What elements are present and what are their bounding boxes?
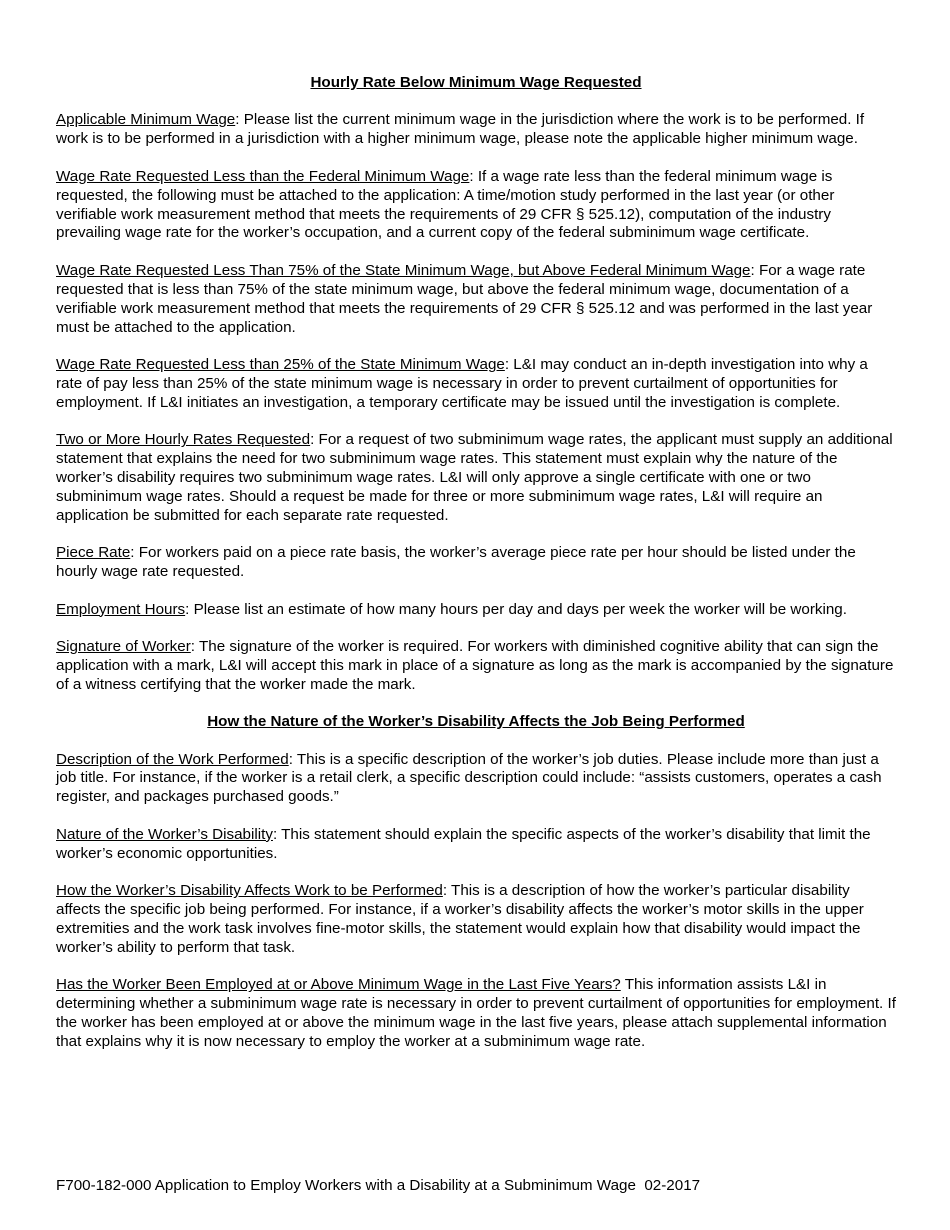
entry-term: Wage Rate Requested Less Than 75% of the State Minimum Wage, but Above Federal Minimum Wage xyxy=(56,261,751,279)
entry-separator: : xyxy=(190,637,199,655)
section-heading-disability-nature: How the Nature of the Worker’s Disability Affects the Job Being Performed xyxy=(207,713,745,731)
entry-term: Nature of the Worker’s Disability xyxy=(56,825,273,843)
entry-text: If a wage rate less than the federal minimum wage is requested, the following must be attached to the application: A time/motion study performed in the last year (or other verifiable work measurement method that meets the requirements of 29 CFR § 525.12), computation of the industry prevailing wage rate for the worker’s occupation, and a current copy of the federal subminimum wage certificate. xyxy=(56,167,835,242)
entry-term: Description of the Work Performed xyxy=(56,750,289,768)
document-body xyxy=(56,74,896,1070)
form-footer: F700-182-000 Application to Employ Workers with a Disability at a Subminimum Wage 02-2017 xyxy=(56,1177,701,1194)
entry-term: How the Worker’s Disability Affects Work to be Performed xyxy=(56,882,443,900)
entry-term: Wage Rate Requested Less than 25% of the State Minimum Wage xyxy=(56,355,505,373)
entry-text: This statement should explain the specific aspects of the worker’s disability that limit the worker’s economic opportunities. xyxy=(56,825,871,862)
entry-less-than-75-percent xyxy=(56,262,896,338)
entry-less-than-25-percent xyxy=(56,356,896,413)
entry-disability-affects-work xyxy=(56,882,896,958)
entry-separator: : xyxy=(185,600,194,618)
entry-separator: : xyxy=(750,261,759,279)
entry-term: Has the Worker Been Employed at or Above Minimum Wage in the Last Five Years? xyxy=(56,976,621,994)
entry-separator: : xyxy=(310,431,319,449)
entry-text: For a request of two subminimum wage rates, the applicant must supply an additional statement that explains the need for two subminimum wage rates. This statement must explain why the nature of the worker’s disability requires two subminimum wage rates. L&I will only approve a single certificate with one or two subminimum wage rates. Should a request be made for three or more subminimum wage rates, L&I will require an application be submitted for each separate rate requested. xyxy=(56,431,893,524)
entry-piece-rate xyxy=(56,544,896,582)
entry-term: Signature of Worker xyxy=(56,637,191,655)
entry-text: The signature of the worker is required. For workers with diminished cognitive ability that can sign the application with a mark, L&I will accept this mark in place of a signature as long as the mark is accompanied by the signature of a witness certifying that the worker made the mark. xyxy=(56,637,894,693)
entry-text: For a wage rate requested that is less than 75% of the state minimum wage, but above the federal minimum wage, documentation of a verifiable work measurement method that meets the requirements of 29 CFR § 525.12 and was performed in the last year must be attached to the application. xyxy=(56,261,873,336)
entry-employed-last-five-years xyxy=(56,976,896,1052)
entry-term: Applicable Minimum Wage xyxy=(56,111,236,129)
entry-two-or-more-rates xyxy=(56,431,896,526)
entry-text: Please list an estimate of how many hours per day and days per week the worker will be working. xyxy=(193,600,847,618)
entry-description-of-work xyxy=(56,751,896,808)
entry-signature-of-worker xyxy=(56,638,896,695)
entry-term: Employment Hours xyxy=(56,600,186,618)
entry-term: Piece Rate xyxy=(56,544,131,562)
entry-employment-hours xyxy=(56,601,896,620)
entry-text: Please list the current minimum wage in the jurisdiction where the work is to be performed. If work is to be performed in a jurisdiction with a higher minimum wage, please note the applicable higher minimum wage. xyxy=(56,111,865,148)
entry-separator: : xyxy=(130,544,139,562)
entry-term: Two or More Hourly Rates Requested xyxy=(56,431,311,449)
entry-text: This is a specific description of the worker’s job duties. Please include more than just a job title. For instance, if the worker is a retail clerk, a specific description could include: “assists customers, operates a cash register, and packages purchased goods.” xyxy=(56,750,882,806)
entry-applicable-minimum-wage xyxy=(56,111,896,149)
section-heading-hourly-rate: Hourly Rate Below Minimum Wage Requested xyxy=(310,74,642,91)
entry-separator: : xyxy=(442,882,452,900)
entry-text: This information assists L&I in determining whether a subminimum wage rate is necessary in order to prevent curtailment of opportunities for employment. If the worker has been employed at or above the minimum wage in the last five years, please attach supplemental information that explains why it is now necessary to employ the worker at a subminimum wage rate. xyxy=(56,976,896,1050)
entry-separator: : xyxy=(235,111,244,129)
entry-separator: : xyxy=(504,355,514,373)
entry-separator: : xyxy=(288,750,297,768)
entry-separator: : xyxy=(469,167,478,185)
entry-term: Wage Rate Requested Less than the Federal Minimum Wage xyxy=(56,167,470,185)
entry-text: For workers paid on a piece rate basis, the worker’s average piece rate per hour should be listed under the hourly wage rate requested. xyxy=(56,544,856,581)
entry-separator: : xyxy=(272,825,282,843)
entry-nature-of-disability xyxy=(56,826,896,864)
entry-less-than-federal xyxy=(56,168,896,244)
entry-text: L&I may conduct an in-depth investigation into why a rate of pay less than 25% of the state minimum wage is necessary in order to prevent curtailment of opportunities for employment. If L&I initiates an investigation, a temporary certificate may be issued until the investigation is complete. xyxy=(56,355,868,411)
entry-text: This is a description of how the worker’s particular disability affects the specific job being performed. For instance, if a worker’s disability affects the worker’s motor skills in the upper extremities and the work task involves fine-motor skills, the statement would explain how that disability would impact the worker’s ability to perform that task. xyxy=(56,882,864,956)
